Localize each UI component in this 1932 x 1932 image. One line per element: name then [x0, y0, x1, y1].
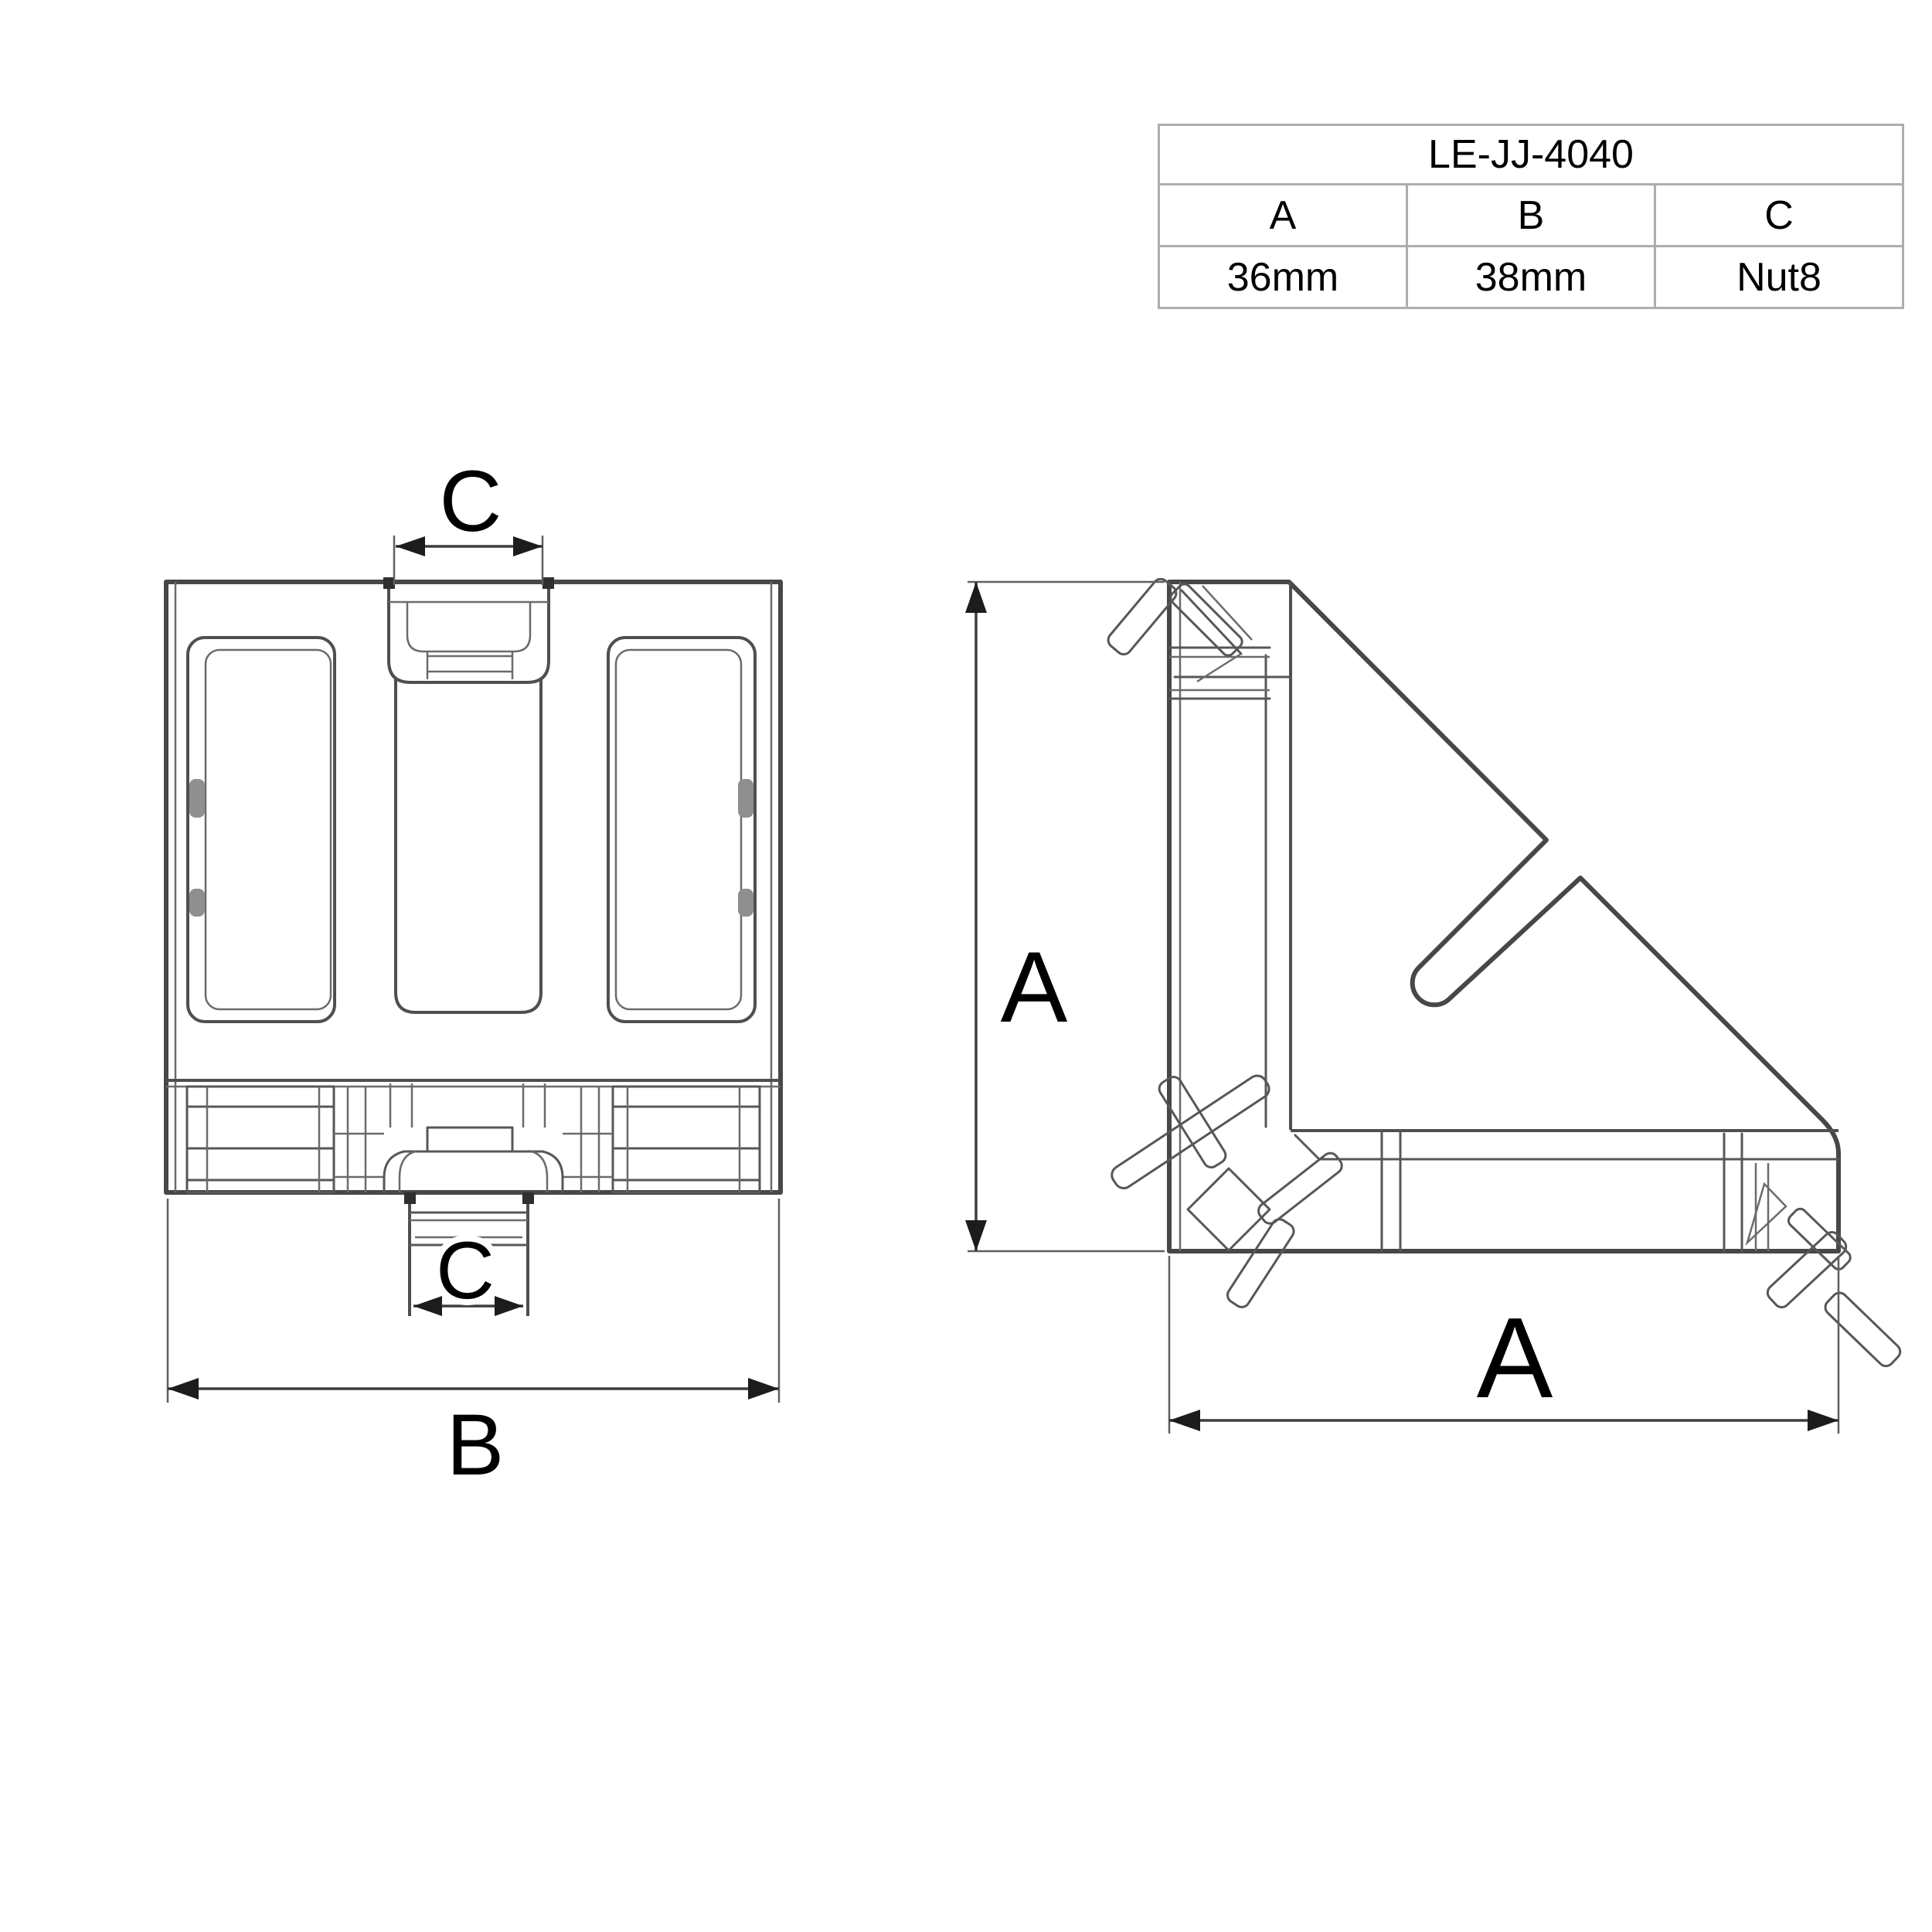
- front-dim-c-top: [394, 453, 543, 585]
- side-bottomleft-screw-tabs: [1108, 1072, 1345, 1310]
- front-foot-connectors: [334, 1083, 613, 1192]
- front-left-foot: [187, 1087, 334, 1192]
- side-dim-a-vertical-label: A: [1000, 930, 1068, 1043]
- front-top-nut-tab: [383, 577, 554, 682]
- front-dim-c-top-label: C: [439, 453, 502, 549]
- spec-col-a: A: [1269, 192, 1297, 238]
- side-hleg-nut-section: [1724, 1134, 1786, 1251]
- spec-val-b: 38mm: [1406, 247, 1654, 307]
- spec-table-title: LE-JJ-4040: [1428, 132, 1634, 177]
- front-body-outline: [166, 582, 781, 1192]
- front-left-slot: [188, 638, 335, 1022]
- side-hleg-slot-verticals: [1382, 1131, 1400, 1251]
- front-dim-c-bottom-label: C: [436, 1226, 495, 1316]
- front-view-drawing: [166, 453, 781, 1493]
- side-bottomright-screw-tabs: [1764, 1206, 1903, 1369]
- front-center-slot: [396, 679, 541, 1012]
- front-body-inner-edges: [175, 582, 771, 1192]
- side-dim-a-horizontal-label: A: [1476, 1294, 1553, 1422]
- side-view-drawing: [965, 576, 1903, 1434]
- front-dim-b-label: B: [446, 1396, 505, 1493]
- side-dim-a-horizontal: [1169, 1256, 1838, 1434]
- side-vleg-nut-section: [1169, 586, 1291, 699]
- spec-val-c: Nut8: [1654, 247, 1902, 307]
- spec-val-a: 36mm: [1226, 254, 1339, 300]
- side-topleft-screw-tabs: [1105, 576, 1244, 658]
- spec-col-c: C: [1654, 185, 1902, 245]
- side-outline: [1169, 582, 1838, 1251]
- front-dim-c-bottom: [413, 1226, 523, 1316]
- front-bottom-nut-profile: [384, 1128, 563, 1192]
- spec-col-b: B: [1406, 185, 1654, 245]
- side-dim-a-vertical: [965, 582, 1165, 1251]
- side-hleg-slot-line: [1295, 1135, 1838, 1159]
- front-right-foot: [613, 1087, 760, 1192]
- front-right-slot: [608, 638, 755, 1022]
